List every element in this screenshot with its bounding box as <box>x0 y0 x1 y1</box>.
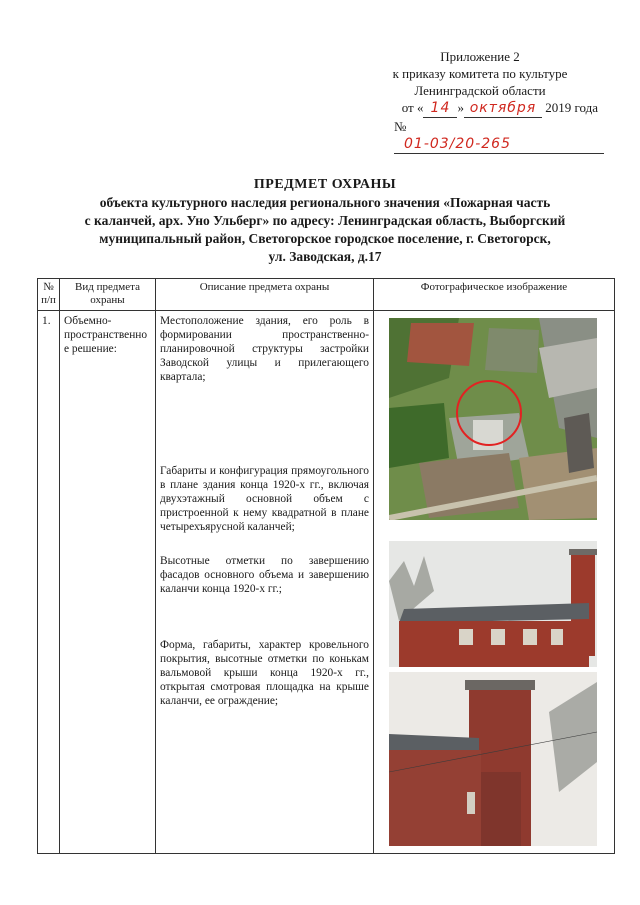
handwritten-month: октября <box>464 100 542 118</box>
title-line-2: с каланчей, арх. Уно Ульберг» по адресу: Ленинградская область, Выборгский <box>84 213 566 228</box>
description-location: Местоположение здания, его роль в формировании пространственно-планировочной структуры застройки Заводской улицы и прилегающего квартала; <box>160 315 369 383</box>
document-title <box>40 176 610 266</box>
table-header-row <box>38 279 615 311</box>
description-heights: Высотные отметки по завершению фасадов основного объема и завершению каланчи конца 1920-х гг.; <box>160 555 369 595</box>
header-num: № п/п <box>38 279 60 311</box>
attachment-region: Ленинградской области <box>414 83 546 98</box>
row-number: 1. <box>38 311 60 854</box>
tower-photo <box>389 672 597 846</box>
table-row <box>38 311 615 854</box>
attachment-header <box>360 48 600 154</box>
row-photos <box>374 311 615 854</box>
description-roof: Форма, габариты, характер кровельного покрытия, высотные отметки по конькам вальмовой крыши конца 1920-х гг., открытая смотровая площадка на крыше каланчи, ее ограждение; <box>160 639 369 707</box>
building-photo <box>389 541 597 667</box>
handwritten-number: 01-03/20-265 <box>394 136 604 154</box>
header-photo: Фотографическое изображение <box>374 279 615 311</box>
description-dimensions: Габариты и конфигурация прямоугольного в плане здания конца 1920-х гг., включая двухэтажный основной объем с пристроенной к нему квадратной в плане четырехъярусной каланчей; <box>160 465 369 533</box>
title-heading: ПРЕДМЕТ ОХРАНЫ <box>253 177 397 192</box>
row-descriptions <box>156 311 374 854</box>
title-line-4: ул. Заводская, д.17 <box>268 249 382 264</box>
header-type: Вид предмета охраны <box>60 279 156 311</box>
attachment-number: №01-03/20-265 <box>360 118 600 154</box>
protection-table <box>37 278 615 854</box>
aerial-photo <box>389 318 597 520</box>
title-line-3: муниципальный район, Светогорское городское поселение, г. Светогорск, <box>99 231 551 246</box>
attachment-title: Приложение 2 <box>440 49 520 64</box>
attachment-date: от « 14 » октября 2019 года <box>401 100 598 116</box>
header-description: Описание предмета охраны <box>156 279 374 311</box>
row-type: Объемно-пространственное решение: <box>60 311 156 854</box>
title-line-1: объекта культурного наследия регионального значения «Пожарная часть <box>99 195 551 210</box>
handwritten-day: 14 <box>423 100 457 118</box>
attachment-order-ref: к приказу комитета по культуре <box>392 66 568 81</box>
